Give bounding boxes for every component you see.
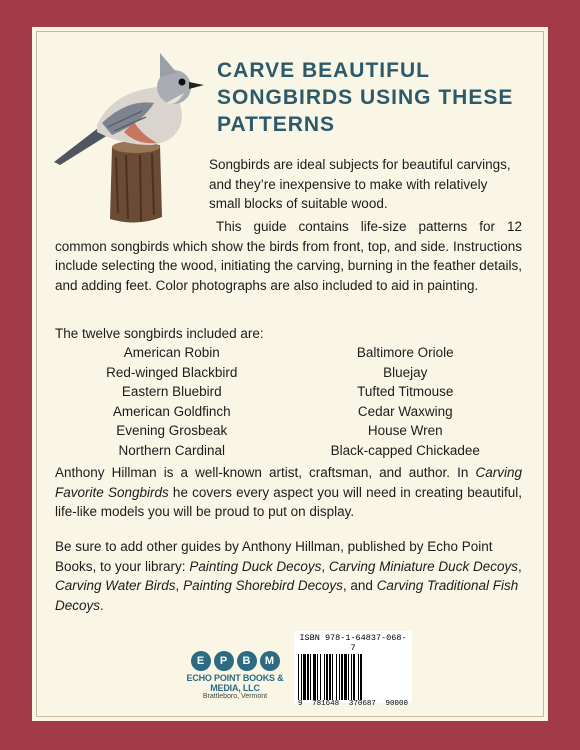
logo-letter: E xyxy=(191,651,211,671)
barcode-digits xyxy=(298,700,408,708)
back-cover-panel xyxy=(32,27,548,721)
guides-lead: Be sure to add other guides by Anthony Hillman, published by Echo Point Books, to your library: xyxy=(55,539,493,574)
guide-title: Carving Miniature Duck Decoys xyxy=(328,558,518,574)
headline: CARVE BEAUTIFUL SONGBIRDS USING THESE PATTERNS xyxy=(217,59,514,136)
barcode-digit-first: 9 xyxy=(298,700,303,708)
list-item: Evening Grosbeak xyxy=(116,423,228,438)
author-text: Anthony Hillman is a well-known artist, craftsman, and author. In xyxy=(55,465,476,480)
separator: , xyxy=(517,558,522,574)
logo-letter: B xyxy=(237,651,257,671)
book-title: Carving Favorite Songbirds xyxy=(55,465,522,500)
barcode-stripe xyxy=(362,654,363,700)
guide-description-paragraph: This guide contains life-size patterns for 12 common songbirds which show the birds from front, top, and side. Instructions include selecting the wood, initiating the carving, burning in the feather details, and adding feet. Color photographs are also included to aid in painting. xyxy=(55,219,522,293)
guide-title: Carving Traditional Fish Decoys xyxy=(55,578,519,613)
publisher-city: Brattleboro, Vermont xyxy=(202,693,268,700)
birds-intro: The twelve songbirds included are: xyxy=(55,326,264,341)
isbn-barcode xyxy=(294,631,412,708)
list-item: American Goldfinch xyxy=(112,403,231,419)
list-item: Cedar Waxwing xyxy=(357,403,453,419)
list-item: Tufted Titmouse xyxy=(357,384,454,399)
separator: , xyxy=(175,578,184,593)
list-item: American Robin xyxy=(123,345,220,360)
list-item: Bluejay xyxy=(383,364,428,380)
bird-carving-illustration xyxy=(42,37,217,227)
publisher-logo xyxy=(185,651,285,703)
barcode-addon: 90000 xyxy=(385,700,408,708)
logo-circles xyxy=(185,651,285,671)
list-item: Black-capped Chickadee xyxy=(330,442,480,458)
barcode-digits-left: 781648 xyxy=(312,700,340,708)
songbird-list xyxy=(55,343,522,460)
isbn-number: ISBN 978-1-64837-068-7 xyxy=(299,633,407,653)
list-item: Baltimore Oriole xyxy=(356,345,454,360)
intro-paragraph: Songbirds are ideal subjects for beautiful carvings, and they’re inexpensive to make with relatively small blocks of suitable wood. xyxy=(209,157,511,211)
guide-title: Carving Water Birds xyxy=(55,578,176,593)
author-text-end: he covers every aspect you will need in creating beautiful, life-like models you will be proud to put on display. xyxy=(55,484,522,519)
period: . xyxy=(100,597,104,613)
barcode-icon xyxy=(298,654,408,700)
guide-title: Painting Duck Decoys xyxy=(189,558,322,574)
list-item: Red-winged Blackbird xyxy=(106,364,238,380)
separator: , xyxy=(321,558,329,574)
list-item: House Wren xyxy=(367,423,443,438)
list-item: Northern Cardinal xyxy=(118,442,226,458)
guide-title: Painting Shorebird Decoys xyxy=(183,578,343,593)
barcode-digits-right: 370687 xyxy=(348,700,376,708)
logo-letter: P xyxy=(214,651,234,671)
author-paragraph xyxy=(55,463,522,522)
separator: , and xyxy=(342,578,377,593)
publisher-name: ECHO POINT BOOKS & MEDIA, LLC xyxy=(186,673,284,693)
list-item: Eastern Bluebird xyxy=(121,384,222,399)
other-guides-paragraph xyxy=(55,537,522,615)
logo-letter: M xyxy=(260,651,280,671)
